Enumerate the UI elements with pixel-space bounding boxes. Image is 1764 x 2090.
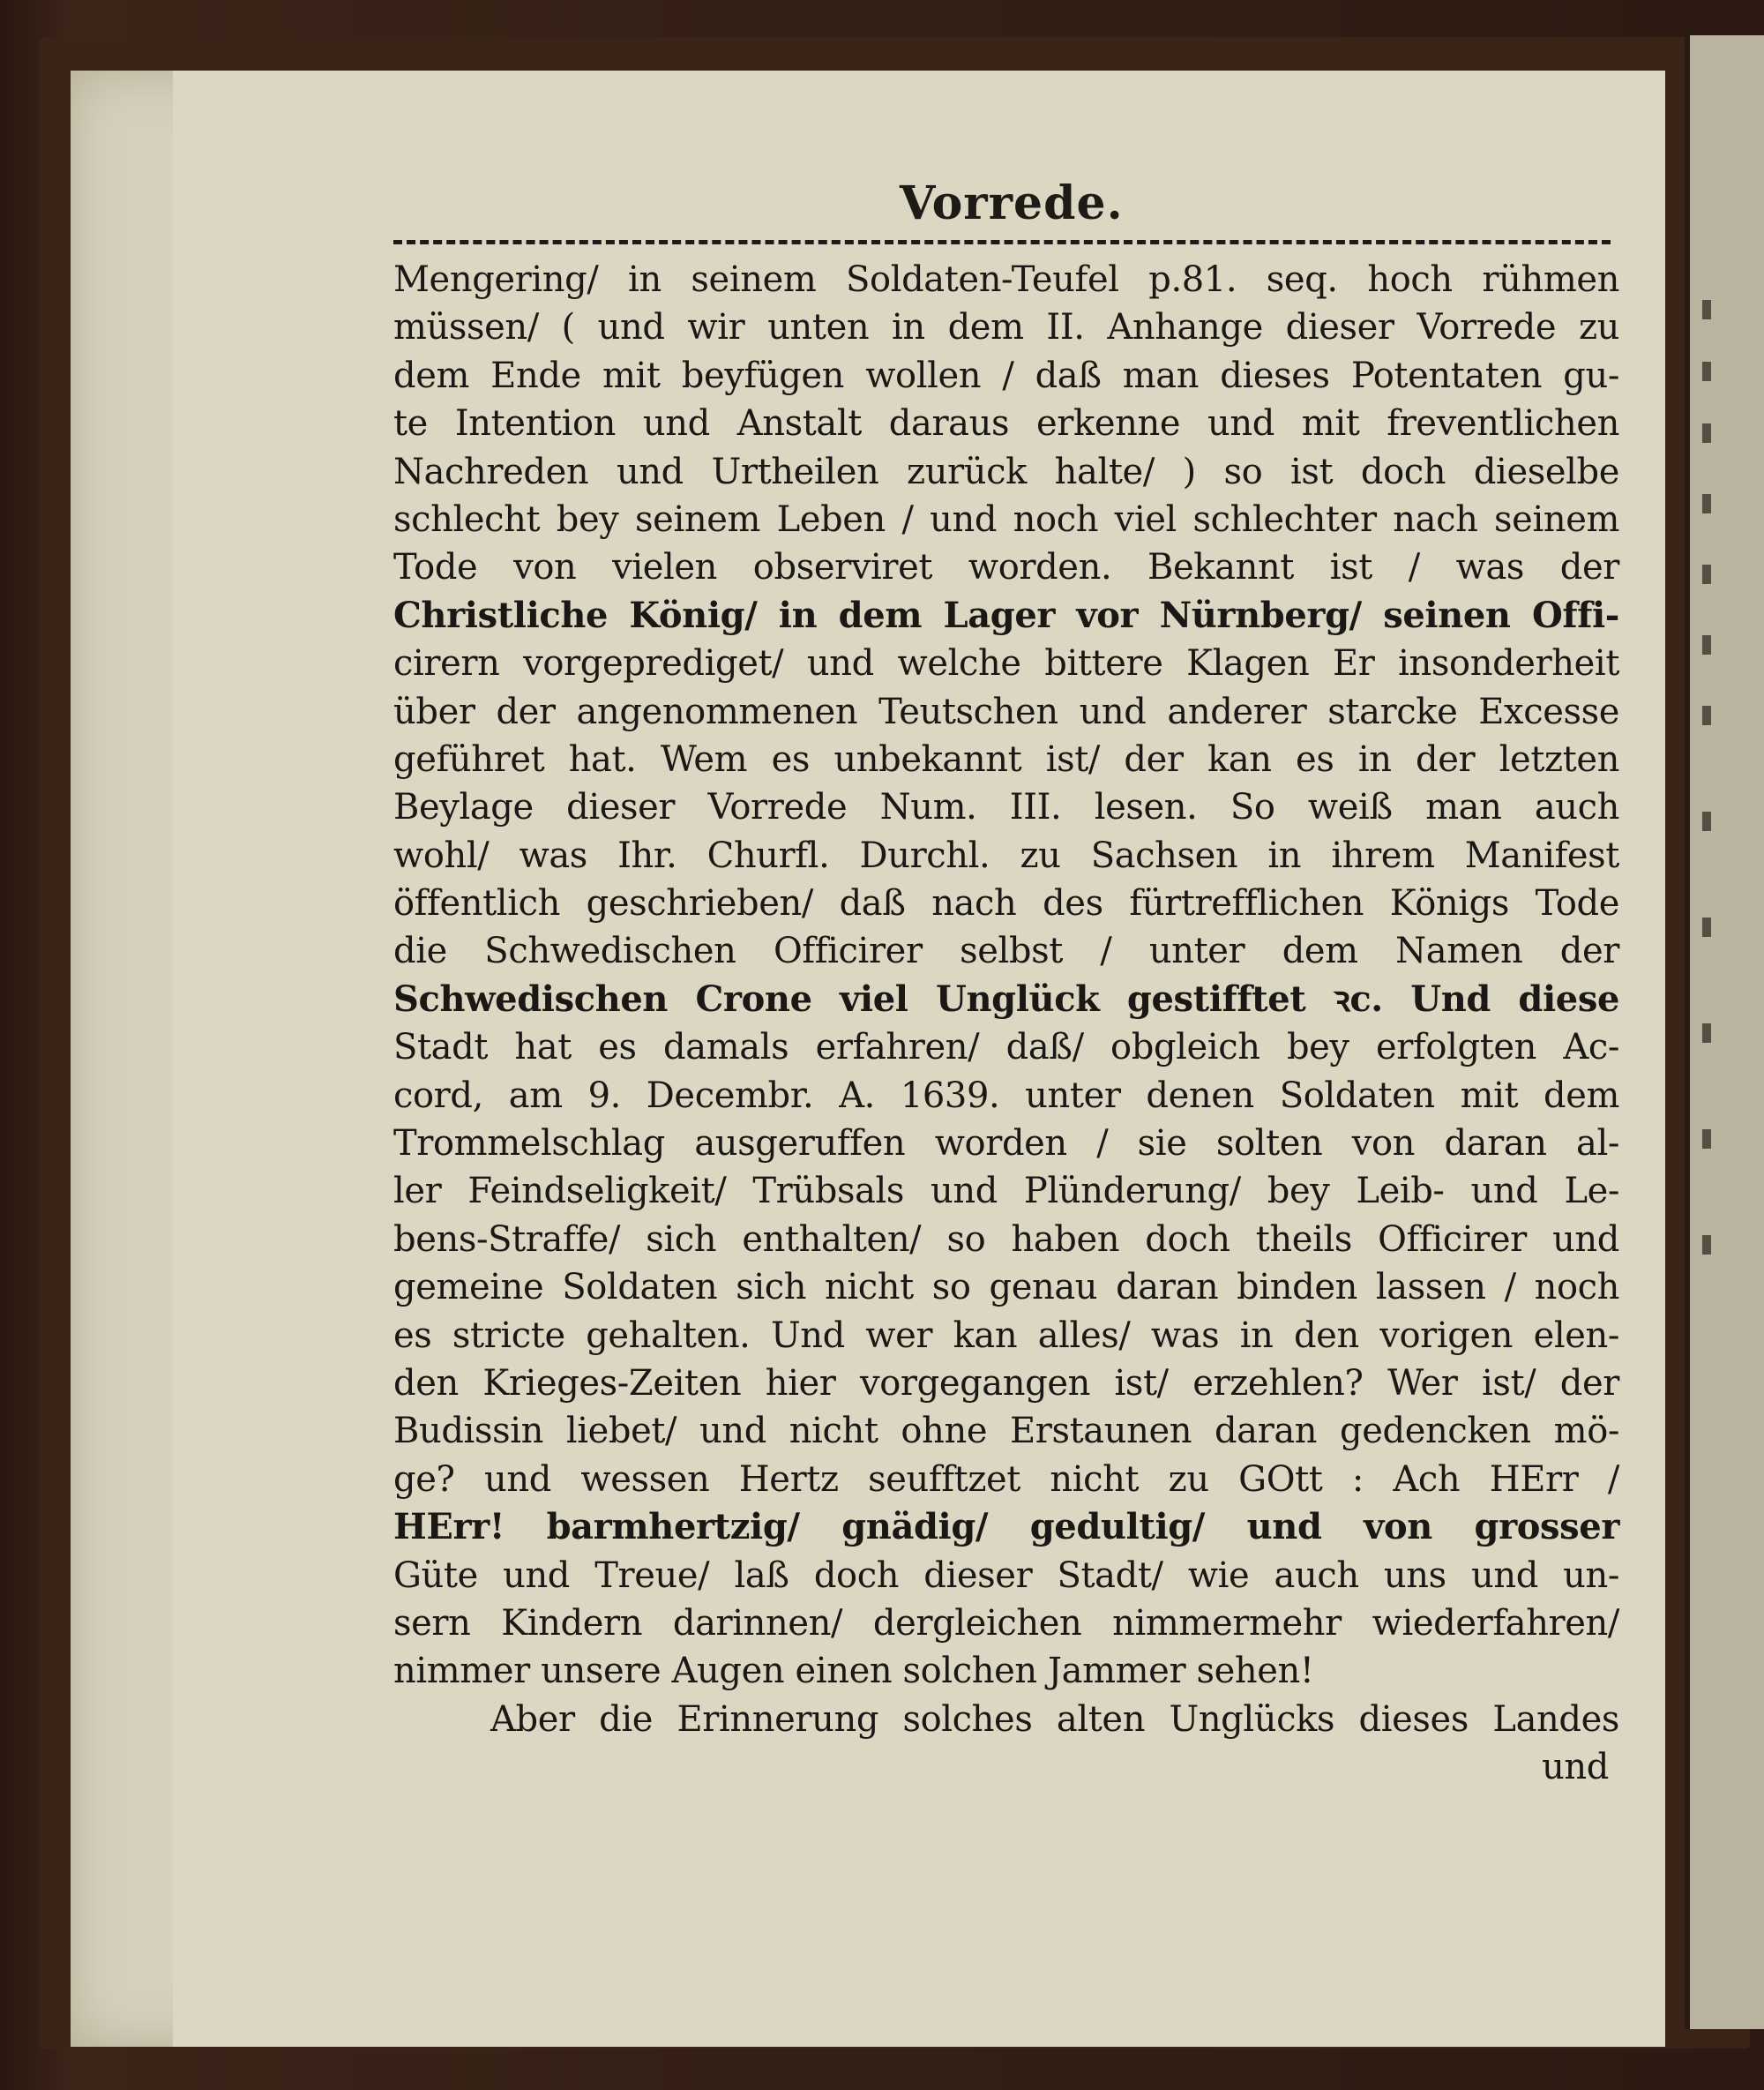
text-line: öffentlich geschrieben/ daß nach des fürtrefflichen Königs Tode xyxy=(393,883,1619,925)
text-line: Christliche König/ in dem Lager vor Nürnberg/ seinen Offi- xyxy=(393,594,1619,636)
text-line: Schwedischen Crone viel Unglück gestifftet ꝛc. Und diese xyxy=(393,978,1619,1020)
text-line: sern Kindern darinnen/ dergleichen nimmermehr wiederfahren/ xyxy=(393,1602,1619,1644)
text-line: über der angenommenen Teutschen und anderer starcke Excesse xyxy=(393,691,1619,732)
text-line: te Intention und Anstalt daraus erkenne und mit freventlichen xyxy=(393,403,1619,445)
text-line: Stadt hat es damals erfahren/ daß/ obgleich bey erfolgten Ac- xyxy=(393,1027,1619,1068)
text-line: Tode von vielen observiret worden. Bekannt ist / was der xyxy=(393,547,1619,588)
text-line: Beylage dieser Vorrede Num. III. lesen. So weiß man auch xyxy=(393,787,1619,828)
text-line: ler Feindseligkeit/ Trübsals und Plünderung/ bey Leib- und Le- xyxy=(393,1171,1619,1212)
header-rule xyxy=(393,240,1611,244)
catchword-text: und xyxy=(1542,1747,1609,1788)
text-line: müssen/ ( und wir unten in dem II. Anhange dieser Vorrede zu xyxy=(393,307,1619,348)
text-line: cirern vorgeprediget/ und welche bittere Klagen Er insonderheit xyxy=(393,643,1619,685)
text-line: geführet hat. Wem es unbekannt ist/ der kan es in der letzten xyxy=(393,738,1619,780)
text-line: bens-Straffe/ sich enthalten/ so haben doch theils Officirer und xyxy=(393,1218,1619,1260)
text-line: wohl/ was Ihr. Churfl. Durchl. zu Sachsen in ihrem Manifest xyxy=(393,835,1619,876)
running-header: Vorrede. xyxy=(900,176,1124,230)
text-line: cord, am 9. Decembr. A. 1639. unter denen Soldaten mit dem xyxy=(393,1075,1619,1116)
text-line: HErr! barmhertzig/ gnädig/ gedultig/ und von grosser xyxy=(393,1506,1619,1548)
text-line: den Krieges-Zeiten hier vorgegangen ist/ erzehlen? Wer ist/ der xyxy=(393,1362,1619,1404)
text-line: Aber die Erinnerung solches alten Unglücks dieses Landes xyxy=(490,1698,1619,1740)
adjacent-page-edge xyxy=(1685,35,1764,2029)
text-line: die Schwedischen Officirer selbst / unter dem Namen der xyxy=(393,931,1619,972)
text-line: dem Ende mit beyfügen wollen / daß man dieses Potentaten gu- xyxy=(393,355,1619,396)
text-line: Mengering/ in seinem Soldaten-Teufel p.81. seq. hoch rühmen xyxy=(393,259,1619,300)
text-line: es stricte gehalten. Und wer kan alles/ was in den vorigen elen- xyxy=(393,1315,1619,1356)
text-line: Güte und Treue/ laß doch dieser Stadt/ wie auch uns und un- xyxy=(393,1554,1619,1596)
catchword xyxy=(393,1743,1619,1791)
text-line: gemeine Soldaten sich nicht so genau daran binden lassen / noch xyxy=(393,1267,1619,1308)
body-text xyxy=(393,256,1619,1792)
text-line: nimmer unsere Augen einen solchen Jammer sehen! xyxy=(393,1651,1314,1692)
text-line: schlecht bey seinem Leben / und noch viel schlechter nach seinem xyxy=(393,498,1619,540)
text-line: Nachreden und Urtheilen zurück halte/ ) so ist doch dieselbe xyxy=(393,451,1619,492)
text-line: Trommelschlag ausgeruffen worden / sie solten von daran al- xyxy=(393,1123,1619,1165)
text-line: Budissin liebet/ und nicht ohne Erstaunen daran gedencken mö- xyxy=(393,1411,1619,1452)
text-line: ge? und wessen Hertz seufftzet nicht zu GOtt : Ach HErr / xyxy=(393,1458,1619,1500)
